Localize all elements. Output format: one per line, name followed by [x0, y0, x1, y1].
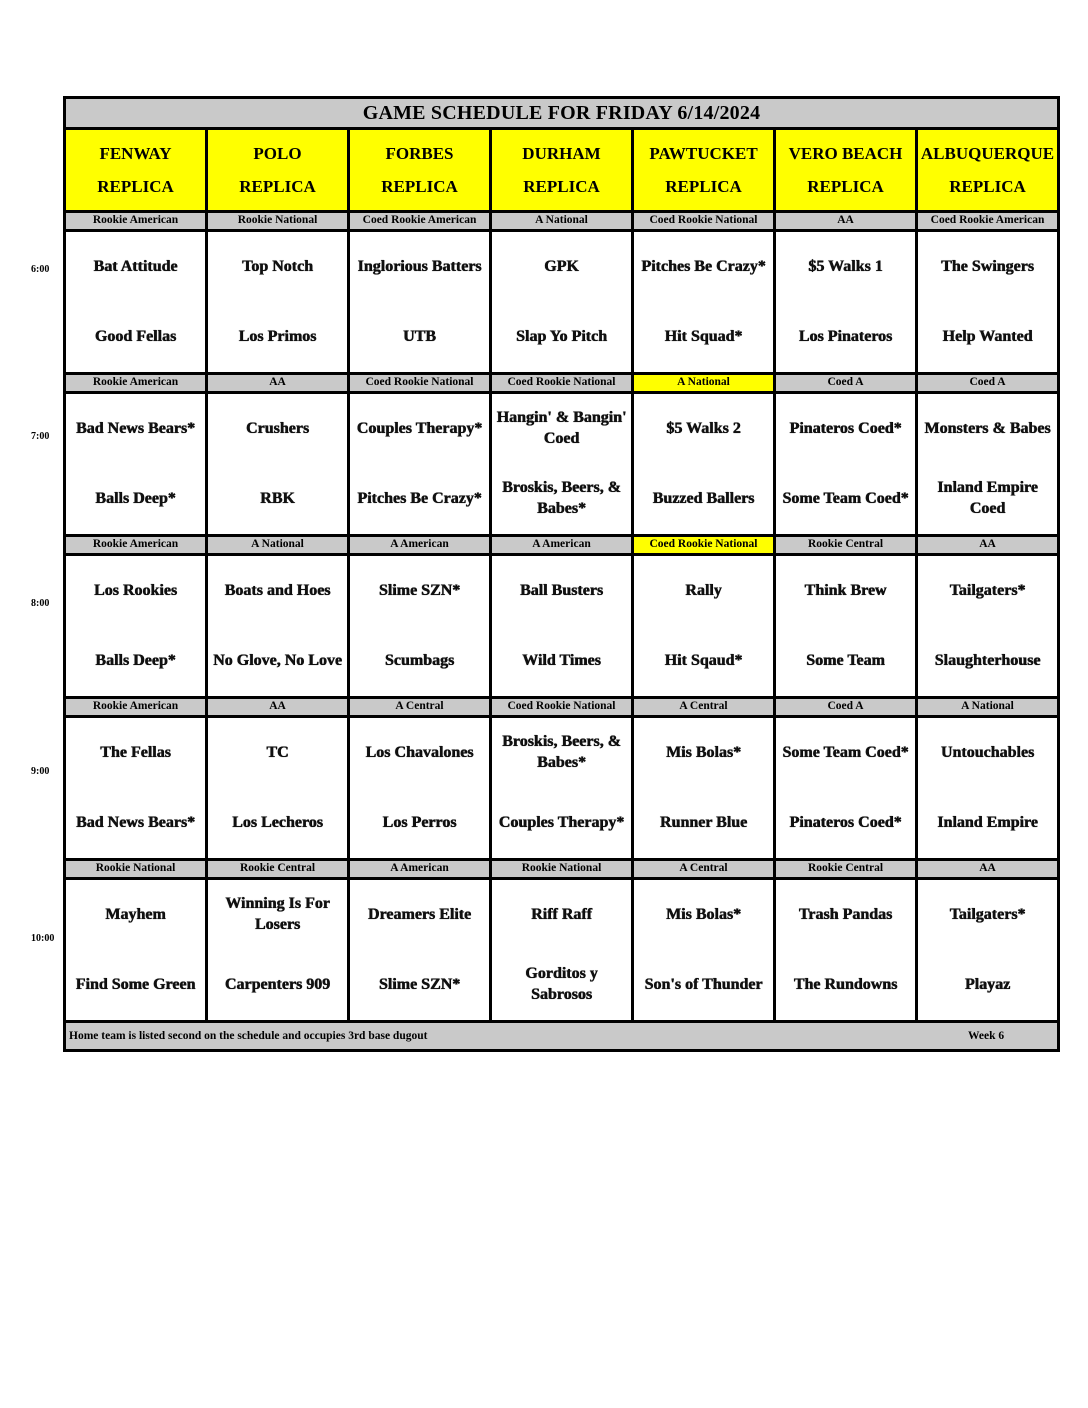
- away-team: Slime SZN*: [378, 581, 461, 599]
- away-team: Rally: [685, 581, 722, 599]
- home-team: RBK: [260, 489, 295, 507]
- game-cell: [207, 717, 349, 860]
- away-team: Mis Bolas*: [665, 905, 742, 923]
- away-team: Broskis, Beers, & Babes*: [502, 733, 621, 771]
- game-cell: [207, 879, 349, 1022]
- division-label: A National: [207, 536, 349, 555]
- field-name: FENWAY: [99, 144, 172, 163]
- field-name: FORBES: [385, 144, 454, 163]
- field-subtitle: REPLICA: [807, 177, 884, 196]
- home-team: Los Lecheros: [232, 813, 323, 831]
- division-label: A Central: [633, 860, 775, 879]
- division-row: [65, 860, 1059, 879]
- field-header: [633, 129, 775, 212]
- game-cell: [349, 231, 491, 374]
- game-cell: [633, 231, 775, 374]
- game-cell: [917, 717, 1059, 860]
- field-header: [65, 129, 207, 212]
- game-cell: [207, 555, 349, 698]
- home-team: Carpenters 909: [224, 975, 331, 993]
- division-label: A Central: [349, 698, 491, 717]
- game-cell: [349, 393, 491, 536]
- away-team: Pitches Be Crazy*: [641, 257, 766, 275]
- home-team: Inland Empire Coed: [937, 479, 1038, 517]
- away-team: Mis Bolas*: [665, 743, 742, 761]
- game-cell: [775, 231, 917, 374]
- home-team: Playaz: [964, 975, 1011, 993]
- away-team: Riff Raff: [531, 905, 592, 923]
- division-label: Rookie National: [491, 860, 633, 879]
- division-label: Rookie American: [65, 212, 207, 231]
- home-team: Pinateros Coed*: [789, 813, 902, 831]
- away-team: Los Chavalones: [365, 743, 474, 761]
- home-team: Hit Squad*: [664, 327, 743, 345]
- home-team: Los Primos: [238, 327, 317, 345]
- game-cell: [633, 555, 775, 698]
- away-team: Untouchables: [940, 743, 1035, 761]
- away-team: Monsters & Babes: [924, 419, 1051, 437]
- schedule-table: [63, 96, 1060, 1052]
- division-label: AA: [775, 212, 917, 231]
- away-team: Bad News Bears*: [75, 419, 196, 437]
- division-label: A American: [349, 536, 491, 555]
- away-team: Inglorious Batters: [357, 257, 482, 275]
- home-team: Some Team: [806, 651, 885, 669]
- game-cell: [65, 717, 207, 860]
- division-label: Rookie American: [65, 536, 207, 555]
- home-team: No Glove, No Love: [213, 651, 342, 669]
- division-label: Rookie Central: [775, 536, 917, 555]
- home-team: Help Wanted: [942, 327, 1033, 345]
- game-cell: [633, 717, 775, 860]
- field-subtitle: REPLICA: [97, 177, 174, 196]
- schedule-title: GAME SCHEDULE FOR FRIDAY 6/14/2024: [65, 98, 1059, 129]
- field-subtitle: REPLICA: [239, 177, 316, 196]
- home-team: Scumbags: [384, 651, 455, 669]
- game-cell: [491, 555, 633, 698]
- home-team: Some Team Coed*: [782, 489, 909, 507]
- field-subtitle: REPLICA: [665, 177, 742, 196]
- home-team: Wild Times: [522, 651, 601, 669]
- home-team: Balls Deep*: [95, 651, 176, 669]
- away-team: Ball Busters: [519, 581, 604, 599]
- game-cell: [917, 879, 1059, 1022]
- home-team: Good Fellas: [94, 327, 177, 345]
- game-cell: [775, 555, 917, 698]
- division-label: Coed Rookie National: [491, 698, 633, 717]
- division-label: Coed Rookie National: [349, 374, 491, 393]
- field-header: [349, 129, 491, 212]
- time-slot-label: 9:00: [31, 766, 50, 777]
- division-label: AA: [917, 860, 1059, 879]
- home-team: The Rundowns: [793, 975, 898, 993]
- game-cell: [491, 393, 633, 536]
- away-team: Crushers: [245, 419, 310, 437]
- division-label: A National: [917, 698, 1059, 717]
- division-label: Coed A: [917, 374, 1059, 393]
- footer-note: Home team is listed second on the schedule and occupies 3rd base dugout: [69, 1030, 428, 1042]
- game-cell: [917, 393, 1059, 536]
- home-team: Find Some Green: [75, 975, 196, 993]
- away-team: Winning Is For Losers: [225, 895, 330, 933]
- away-team: Boats and Hoes: [224, 581, 331, 599]
- away-team: Some Team Coed*: [782, 743, 909, 761]
- division-label: Rookie Central: [775, 860, 917, 879]
- home-team: Los Pinateros: [798, 327, 893, 345]
- division-label: Rookie American: [65, 698, 207, 717]
- away-team: Dreamers Elite: [367, 905, 472, 923]
- home-team: Inland Empire: [937, 813, 1038, 831]
- away-team: Bat Attitude: [93, 257, 178, 275]
- division-row: [65, 374, 1059, 393]
- time-slot-label: 10:00: [31, 933, 55, 944]
- game-cell: [491, 879, 633, 1022]
- division-row: [65, 536, 1059, 555]
- division-label: Coed Rookie National: [633, 212, 775, 231]
- division-label: AA: [207, 374, 349, 393]
- away-team: Hangin' & Bangin' Coed: [496, 409, 627, 447]
- home-team: Son's of Thunder: [644, 975, 763, 993]
- game-cell: [65, 231, 207, 374]
- away-team: Think Brew: [804, 581, 887, 599]
- game-cell: [65, 879, 207, 1022]
- field-name: VERO BEACH: [788, 144, 903, 163]
- home-team: Couples Therapy*: [498, 813, 625, 831]
- away-team: Trash Pandas: [798, 905, 893, 923]
- game-row: [65, 717, 1059, 860]
- division-row: [65, 698, 1059, 717]
- division-label: AA: [207, 698, 349, 717]
- division-row: [65, 212, 1059, 231]
- division-label: A National: [633, 374, 775, 393]
- home-team: Hit Sqaud*: [664, 651, 743, 669]
- division-label: Rookie National: [207, 212, 349, 231]
- away-team: $5 Walks 1: [808, 257, 883, 275]
- game-cell: [491, 231, 633, 374]
- away-team: GPK: [544, 257, 579, 275]
- time-slot-label: 8:00: [31, 598, 50, 609]
- field-subtitle: REPLICA: [523, 177, 600, 196]
- away-team: $5 Walks 2: [666, 419, 741, 437]
- away-team: Pinateros Coed*: [789, 419, 902, 437]
- home-team: Buzzed Ballers: [652, 489, 755, 507]
- home-team: Runner Blue: [659, 813, 748, 831]
- division-label: Coed Rookie American: [917, 212, 1059, 231]
- field-header: [917, 129, 1059, 212]
- game-cell: [917, 555, 1059, 698]
- home-team: UTB: [403, 327, 436, 345]
- division-label: Rookie National: [65, 860, 207, 879]
- home-team: Slaughterhouse: [934, 651, 1041, 669]
- game-cell: [349, 879, 491, 1022]
- division-label: AA: [917, 536, 1059, 555]
- division-label: A Central: [633, 698, 775, 717]
- division-label: Rookie Central: [207, 860, 349, 879]
- division-label: A American: [349, 860, 491, 879]
- home-team: Los Perros: [382, 813, 457, 831]
- home-team: Slap Yo Pitch: [516, 327, 607, 345]
- footer-cell: [65, 1022, 1059, 1051]
- away-team: Couples Therapy*: [356, 419, 483, 437]
- division-label: Coed Rookie National: [633, 536, 775, 555]
- away-team: TC: [266, 743, 289, 761]
- field-name: DURHAM: [522, 144, 601, 163]
- game-cell: [917, 231, 1059, 374]
- game-cell: [633, 393, 775, 536]
- game-cell: [65, 393, 207, 536]
- game-cell: [65, 555, 207, 698]
- field-header: [775, 129, 917, 212]
- time-slot-label: 6:00: [31, 264, 50, 275]
- home-team: Balls Deep*: [95, 489, 176, 507]
- away-team: Los Rookies: [93, 581, 178, 599]
- home-team: Slime SZN*: [378, 975, 461, 993]
- game-cell: [775, 879, 917, 1022]
- away-team: Top Notch: [242, 257, 313, 275]
- field-header: [207, 129, 349, 212]
- field-name: ALBUQUERQUE: [920, 144, 1055, 163]
- game-cell: [207, 231, 349, 374]
- home-team: Pitches Be Crazy*: [357, 489, 482, 507]
- game-cell: [775, 717, 917, 860]
- away-team: The Swingers: [941, 257, 1034, 275]
- home-team: Broskis, Beers, & Babes*: [502, 479, 621, 517]
- field-name: POLO: [253, 144, 302, 163]
- game-row: [65, 231, 1059, 374]
- game-row: [65, 393, 1059, 536]
- division-label: Coed A: [775, 374, 917, 393]
- game-row: [65, 879, 1059, 1022]
- away-team: The Fellas: [100, 743, 171, 761]
- game-cell: [491, 717, 633, 860]
- division-label: Rookie American: [65, 374, 207, 393]
- game-cell: [775, 393, 917, 536]
- game-cell: [349, 717, 491, 860]
- division-label: Coed Rookie National: [491, 374, 633, 393]
- field-subtitle: REPLICA: [949, 177, 1026, 196]
- home-team: Gorditos y Sabrosos: [525, 965, 598, 1003]
- field-header: [491, 129, 633, 212]
- week-label: Week 6: [968, 1030, 1005, 1042]
- home-team: Bad News Bears*: [75, 813, 196, 831]
- away-team: Tailgaters*: [949, 581, 1026, 599]
- time-slot-label: 7:00: [31, 431, 50, 442]
- division-label: A American: [491, 536, 633, 555]
- field-header-row: [65, 129, 1059, 212]
- field-subtitle: REPLICA: [381, 177, 458, 196]
- field-name: PAWTUCKET: [649, 144, 758, 163]
- division-label: Coed A: [775, 698, 917, 717]
- title-row: [65, 98, 1059, 129]
- division-label: Coed Rookie American: [349, 212, 491, 231]
- game-cell: [207, 393, 349, 536]
- game-row: [65, 555, 1059, 698]
- footer-row: [65, 1022, 1059, 1051]
- away-team: Mayhem: [105, 905, 166, 923]
- away-team: Tailgaters*: [949, 905, 1026, 923]
- division-label: A National: [491, 212, 633, 231]
- game-cell: [633, 879, 775, 1022]
- game-cell: [349, 555, 491, 698]
